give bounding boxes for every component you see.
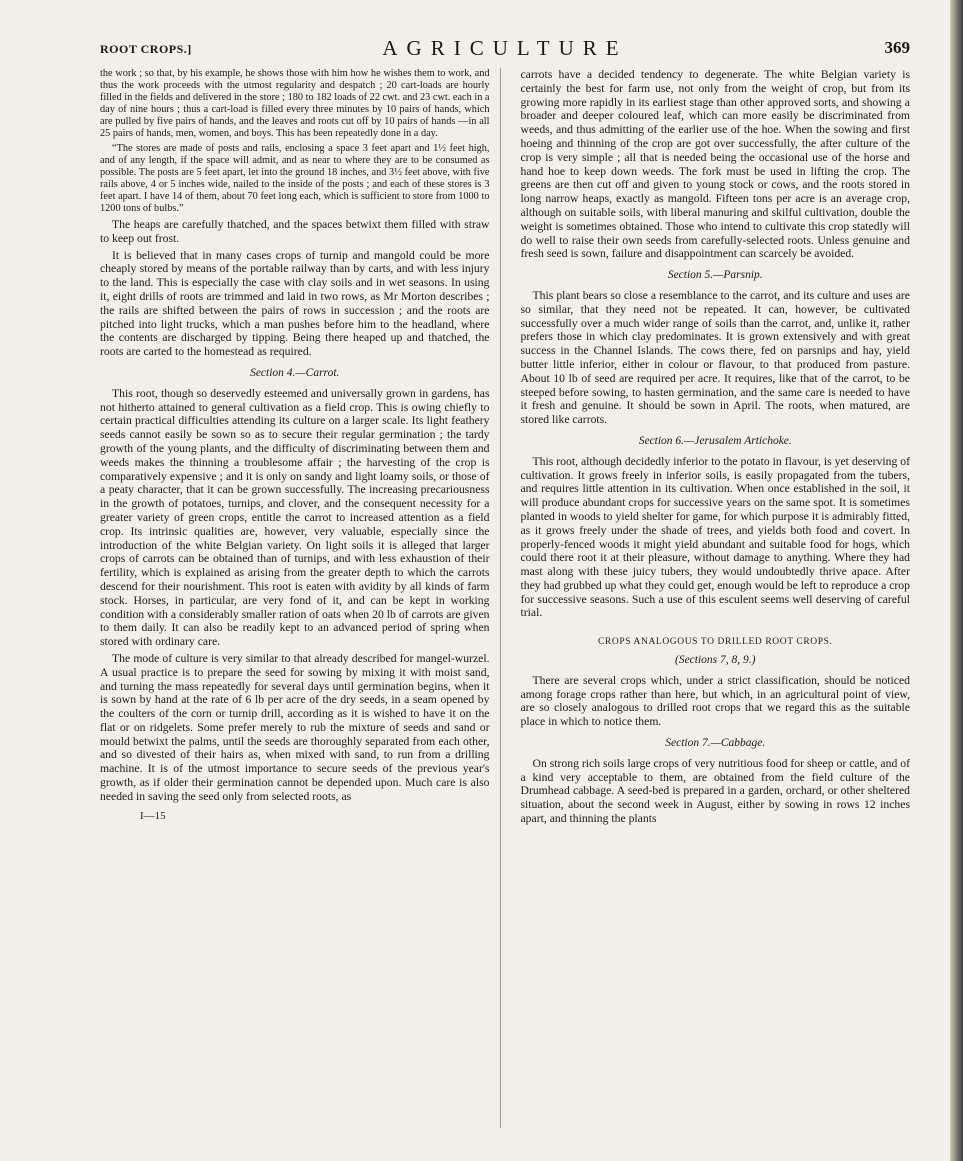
paragraph: There are several crops which, under a strict classification, should be noticed among forage crops rather than here, but which, in an agricultural point of view, are so closely analogous to drilled root crops that we regard this as the suitable place in which to notice them. bbox=[520, 673, 910, 729]
text-columns bbox=[100, 68, 910, 1128]
paragraph: The mode of culture is very similar to that already described for mangel-wurzel. A usual practice is to prepare the seed for sowing by mixing it with moist sand, and turning the mass repeatedly for several days until germination begins, when it is sown by hand at the rate of 6 lb per acre of the dry seeds, in a seam opened by the coulters of the corn or turnip drill, according as it is wished to have it on the flat or on ridgelets. Some prefer merely to rub the mixture of seeds and sand or mould betwixt the palms, until the seeds are thoroughly separated from each other, and so divested of their hairs as, when mixed with sand, to run from a drilling machine. It is of the utmost importance to secure seeds of the previous year's growth, as if older their germination cannot be depended upon. Much care is also needed in saving the seed only from selected roots, as bbox=[100, 651, 490, 803]
paragraph: It is believed that in many cases crops of turnip and mangold could be more cheaply stored by means of the portable railway than by carts, and with less injury to the land. This is especially the case with clay soils and in wet seasons. In using it, eight drills of roots are trimmed and laid in two rows, as Mr Morton describes ; the rails are shifted between the pairs of rows in succession ; and the roots are pitched into light trucks, which a man pushes before him to the headland, where the contents are discharged by tipping. Being there heaped up and thatched, the roots are carted to the homestead as required. bbox=[100, 248, 490, 359]
running-header bbox=[100, 36, 910, 68]
paragraph: carrots have a decided tendency to degenerate. The white Belgian variety is certainly the best for farm use, not only from the weight of crop, but from its growing more rapidly in its earliest stage than other approved sorts, and showing a broader and deeper coloured leaf, which can more easily be discriminated from weeds, and thus admitting of the earlier use of the hoe. When the sowing and first hoeing and thinning of the crop are got over successfully, the after culture of the crop is very simple ; all that is needed being the occasional use of the horse and hand hoe to keep down weeds. The fork must be used in lifting the crop. The greens are then cut off and given to young stock or cows, and the roots stored in long narrow heaps, exactly as mangold. Fifteen tons per acre is an average crop, although on suitable soils, with liberal manuring and skilful cultivation, double the weight is sometimes obtained. Those who intend to cultivate this crop statedly will do well to raise their own seeds from carefully-selected roots. Unless genuine and fresh seed is sown, failure and disappointment can scarcely be avoided. bbox=[520, 68, 910, 261]
page-number: 369 bbox=[884, 38, 910, 57]
section-heading-carrot: Section 4.—Carrot. bbox=[250, 366, 340, 379]
running-head: ROOT CROPS.] bbox=[100, 42, 192, 56]
paragraph: On strong rich soils large crops of very nutritious food for sheep or cattle, and of a kind very acceptable to them, are obtained from the field culture of the Drumhead cabbage. A seed-bed is prepared in a garden, orchard, or other sheltered situation, about the second week in August, either by sowing in rows 12 inches apart, and thinning the plants bbox=[520, 756, 910, 826]
quotation: “The stores are made of posts and rails, enclosing a space 3 feet apart and 1½ feet high, and of any length, if the space will admit, and as near to where they are to be consumed as possible. The posts are 5 feet apart, let into the ground 18 inches, and 3½ feet above, with five rails above, 4 or 5 inches wide, nailed to the inside of the posts ; and each of these stores is 3 feet apart. I have 14 of them, about 70 feet long each, which is sufficient to store from 1000 to 1200 tons of bulbs.” bbox=[100, 143, 490, 214]
paragraph: This root, although decidedly inferior to the potato in flavour, is yet deserving of cultivation. It grows freely in inferior soils, is easily propagated from the tubers, and requires little attention in its cultivation. When once established in the soil, it will produce abundant crops for successive years on the same spot. It is sometimes planted in woods to yield shelter for game, for which purpose it is admirably fitted, as it grows freely under the shade of trees, and yields both food and covert. In properly-fenced woods it might yield abundant and suitable food for hogs, which could there root it at their pleasure, without damage to anything. Where they had mast along with these juicy tubers, they would undoubtedly thrive apace. After they had grubbed up what they could get, enough would be left to reproduce a crop for successive seasons. Such a use of this esculent seems well deserving of careful trial. bbox=[520, 454, 910, 620]
right-column bbox=[500, 68, 911, 1128]
paragraph: The heaps are carefully thatched, and the spaces betwixt them filled with straw to keep out frost. bbox=[100, 218, 490, 245]
section-heading-artichoke: Section 6.—Jerusalem Artichoke. bbox=[638, 434, 792, 447]
subsection-heading: CROPS ANALOGOUS TO DRILLED ROOT CROPS. bbox=[598, 637, 833, 648]
section-heading-cabbage: Section 7.—Cabbage. bbox=[665, 737, 766, 750]
page-title: AGRICULTURE bbox=[382, 36, 628, 60]
page-edge-shadow bbox=[950, 0, 963, 1161]
paragraph: the work ; so that, by his example, he shows those with him how he wishes them to work, and thus the work proceeds with the utmost regularity and despatch ; 20 cart-loads are hourly filled in the fields and delivered in the store ; 180 to 182 loads of 22 cwt. and 23 cwt. each in a day of nine hours ; thus a cart-load is filled every three minutes by 10 pairs of hands, which are pulled by five pairs of hands, and the leaves and roots cut off by 10 pairs of hands —in all 25 pairs of hands, men, women, and boys. This has been repeatedly done in a day. bbox=[100, 68, 490, 139]
subsection-reference: (Sections 7, 8, 9.) bbox=[675, 654, 756, 667]
paragraph: This plant bears so close a resemblance to the carrot, and its culture and uses are so similar, that they need not be repeated. It can, however, be cultivated successfully over a much wider range of soils than the carrot, and, unlike it, rather prefers those in which clay predominates. It is grown extensively and with great success in the Channel Islands. The cows there, fed on parsnips and hay, yield butter little inferior, either in colour or flavour, to that produced from pasture. About 10 lb of seed are required per acre. It requires, like that of the carrot, to be steeped before sowing, to hasten germination, and the same care is needed to have it fresh and genuine. It should be sown in April. The roots, when matured, are stored like carrots. bbox=[520, 288, 910, 427]
paragraph: This root, though so deservedly esteemed and universally grown in gardens, has not hitherto attained to general cultivation as a field crop. This is owing chiefly to certain practical difficulties attending its culture on a larger scale. Its light feathery seeds cannot easily be sown so as to secure their regular germination ; the tardy growth of the young plants, and the difficulty of discriminating between them and weeds makes the thinning a troublesome affair ; the harvesting of the crop is comparatively expensive ; and it is only on sandy and light loamy soils, or those of a peaty character, that it can be grown successfully. The increasing precariousness in the growth of potatoes, turnips, and clover, and the consequent necessity for a greater variety of green crops, entitle the carrot to increased attention as a field crop. Its intrinsic qualities are, however, very valuable, especially since the introduction of the white Belgian variety. On light soils it is alleged that larger crops of carrots can be obtained than of turnips, and with less exhaustion of their fertility, which is explained as arising from the greater depth to which the carrots descend for their nourishment. This root is eaten with avidity by all kinds of farm stock. Horses, in particular, are very fond of it, and can be kept in working condition with a considerably smaller ration of oats when 20 lb of carrots are given to them daily. It can also be readily kept to an advanced period of spring when stored with ordinary care. bbox=[100, 386, 490, 649]
signature-mark: I—15 bbox=[140, 809, 166, 822]
left-column bbox=[100, 68, 500, 1128]
section-heading-parsnip: Section 5.—Parsnip. bbox=[667, 269, 763, 282]
